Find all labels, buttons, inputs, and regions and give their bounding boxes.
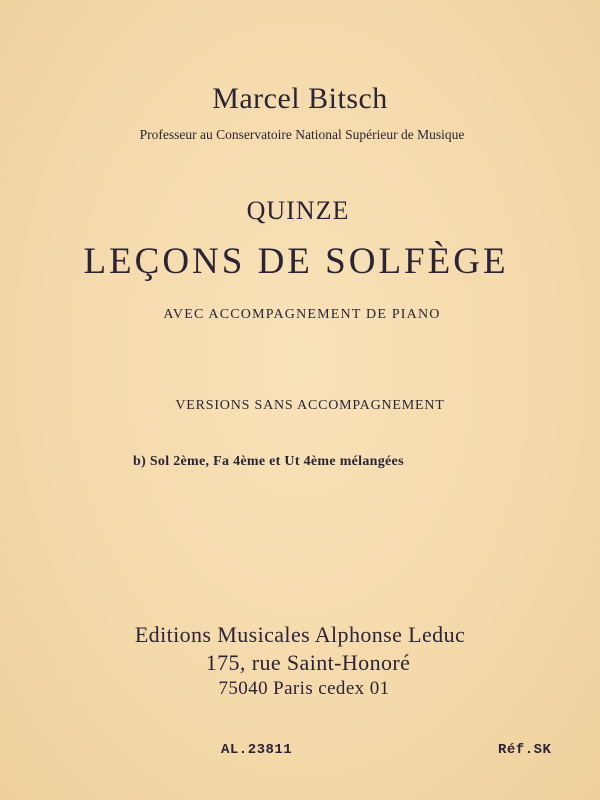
publisher-street: 175, rue Saint-Honoré bbox=[205, 650, 411, 675]
title-line-main: LEÇONS DE SOLFÈGE bbox=[83, 241, 509, 282]
publisher-city: 75040 Paris cedex 01 bbox=[218, 678, 390, 699]
reference-code: Réf.SK bbox=[498, 742, 552, 758]
composer-name: Marcel Bitsch bbox=[212, 82, 388, 115]
title-line-subtitle: AVEC ACCOMPAGNEMENT DE PIANO bbox=[163, 307, 441, 322]
composer-title: Professeur au Conservatoire National Supérieur de Musique bbox=[139, 127, 465, 142]
catalog-number: AL.23811 bbox=[221, 742, 293, 758]
publisher-name: Editions Musicales Alphonse Leduc bbox=[134, 622, 466, 647]
edition-variant: b) Sol 2ème, Fa 4ème et Ut 4ème mélangées bbox=[133, 454, 404, 469]
title-line-quinze: QUINZE bbox=[246, 196, 350, 225]
versions-heading: VERSIONS SANS ACCOMPAGNEMENT bbox=[175, 398, 445, 413]
